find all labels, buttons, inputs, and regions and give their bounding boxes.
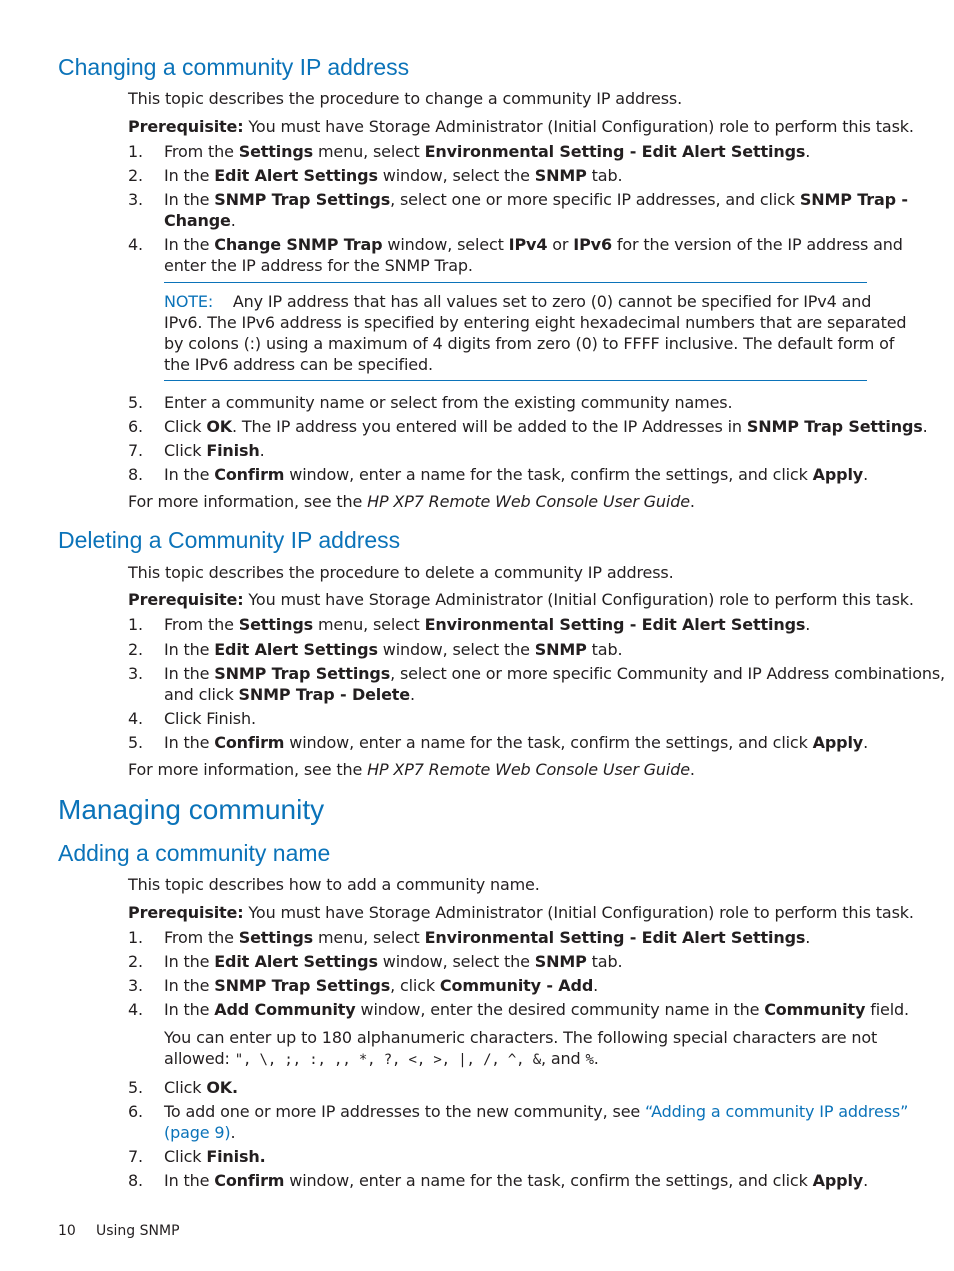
prerequisite-label: Prerequisite: [128, 117, 244, 136]
prerequisite [128, 589, 914, 610]
document-page: Changing a community IP address This topic describes the procedure to change a community IP address. Prerequisite: You must have Storage Administrator (Initial Configuration) role to perform this task. 1. From the Settings menu, select Environmental Setting - Edit Alert Settings. 2. In the Edit Alert Settings window, select the SNMP tab. 3. In the SNMP Trap Settings, select one or more specific IP addresses, and click SNMP Trap - Change. 4. In the Change SNMP Trap window, select IPv4 or IPv6 for the version of the IP address and enter the IP address for the SNMP Trap. NOTE: Any IP address that has all values set to zero (0) cannot be specified for IPv4 and IPv6. The IPv6 address is specified by entering eight hexadecimal numbers that are separated by colons (:) using a maximum of 4 digits from zero (0) to FFFF inclusive. The default form of the IPv6 address can be specified. 5. Enter a community name or select from the existing community names. 6. Click OK. The IP address you entered will be added to the IP Addresses in SNMP Trap Settings. 7. Click Finish. 8. In the Confirm window, enter a name for the task, confirm the settings, and click Apply. For more information, see the HP XP7 Remote Web Console User Guide. Deleting a Community IP address This topic describes the procedure to delete a community IP address. Prerequisite: You must have Storage Administrator (Initial Configuration) role to perform this task. 1. From the Settings menu, select Environmental Setting - Edit Alert Settings. 2. In the Edit Alert Settings window, select the SNMP tab. 3. In the SNMP Trap Settings, select one or more specific Community and IP Address combinations, and click SNMP Trap - Delete. 4. Click Finish. 5. In the Confirm window, enter a name for the task, confirm the settings, and click Apply. For more information, see the HP XP7 Remote Web Console User Guide. Managing community Adding a community name This topic describes how to add a community name. Prerequisite: You must have Storage Administrator (Initial Configuration) role to perform this task. 1. From the Settings menu, select Environmental Setting - Edit Alert Settings. 2. In the Edit Alert Settings window, select the SNMP tab. 3. In the SNMP Trap Settings, click Community - Add. 4. In the Add Community window, enter the desired community name in the Community field. You can enter up to 180 alphanumeric characters. The following special characters are not allowed: ", \, ;, :, ,, *, ?, <, >, |, /, ^, &, and %. 5. Click OK. 6. To add one or more IP addresses to the new community, see “Adding a community IP address” (page 9). 7. Click Finish. 8. In the Confirm window, enter a name for the task, confirm the settings, and click Apply. 10 Using SNMP [58, 54, 945, 1239]
step-number: 6. [128, 1102, 143, 1121]
step-number: 3. [128, 976, 143, 995]
prerequisite-text: You must have Storage Administrator (Initial Configuration) role to perform this task. [243, 590, 914, 609]
step-number: 4. [128, 1000, 143, 1019]
guide-title: HP XP7 Remote Web Console User Guide [367, 492, 690, 511]
more-info: For more information, see the HP XP7 Remote Web Console User Guide. [128, 760, 695, 779]
note-line: NOTE: Any IP address that has all values set to zero (0) cannot be specified for IPv4 and [164, 292, 872, 311]
prerequisite-text: You must have Storage Administrator (Initial Configuration) role to perform this task. [243, 117, 914, 136]
page-reference-link[interactable]: (page 9) [164, 1123, 231, 1142]
note-line: IPv6. The IPv6 address is specified by entering eight hexadecimal numbers that are separated [164, 313, 907, 332]
note-line: the IPv6 address can be specified. [164, 355, 433, 374]
more-info: For more information, see the HP XP7 Remote Web Console User Guide. [128, 492, 695, 511]
step-number: 8. [128, 1171, 143, 1190]
heading-managing-community: Managing community [58, 794, 325, 825]
guide-title: HP XP7 Remote Web Console User Guide [367, 760, 690, 779]
cross-reference-link[interactable]: “Adding a community IP address” [645, 1102, 909, 1121]
step-number: 1. [128, 928, 143, 947]
step-number: 5. [128, 393, 143, 412]
prerequisite-text: You must have Storage Administrator (Initial Configuration) role to perform this task. [243, 903, 914, 922]
heading-adding-community-name: Adding a community name [58, 840, 331, 866]
heading-deleting-community-ip: Deleting a Community IP address [58, 527, 401, 553]
heading-changing-community-ip: Changing a community IP address [58, 54, 410, 80]
step-number: 7. [128, 1147, 143, 1166]
special-characters: ", \, ;, :, ,, *, ?, <, >, |, /, ^, & [234, 1052, 542, 1068]
step-number: 4. [128, 235, 143, 254]
step-number: 2. [128, 640, 143, 659]
step-number: 7. [128, 441, 143, 460]
step-detail: You can enter up to 180 alphanumeric characters. The following special characters are not allowed: ", \, ;, :, ,, *, ?, <, >, |, /, ^, &, and %. [164, 1028, 878, 1068]
step-number: 1. [128, 142, 143, 161]
prerequisite-label: Prerequisite: [128, 590, 244, 609]
footer-section: Using SNMP [96, 1223, 180, 1239]
prerequisite [128, 116, 914, 137]
prerequisite-label: Prerequisite: [128, 903, 244, 922]
step-number: 2. [128, 166, 143, 185]
intro-text: This topic describes the procedure to change a community IP address. [128, 89, 683, 108]
step-number: 3. [128, 190, 143, 209]
prerequisite [128, 902, 914, 923]
note-line: by colons (:) using a maximum of 4 digits from zero (0) to FFFF inclusive. The default form of [164, 334, 895, 353]
step-number: 1. [128, 615, 143, 634]
step-number: 2. [128, 952, 143, 971]
intro-text: This topic describes how to add a community name. [128, 875, 540, 894]
note-box [164, 282, 907, 381]
step-number: 8. [128, 465, 143, 484]
note-label: NOTE: [164, 292, 214, 311]
step-number: 5. [128, 733, 143, 752]
step-number: 3. [128, 664, 143, 683]
step-number: 4. [128, 709, 143, 728]
step-number: 5. [128, 1078, 143, 1097]
intro-text: This topic describes the procedure to delete a community IP address. [128, 563, 674, 582]
step-number: 6. [128, 417, 143, 436]
page-number: 10 [58, 1223, 76, 1239]
